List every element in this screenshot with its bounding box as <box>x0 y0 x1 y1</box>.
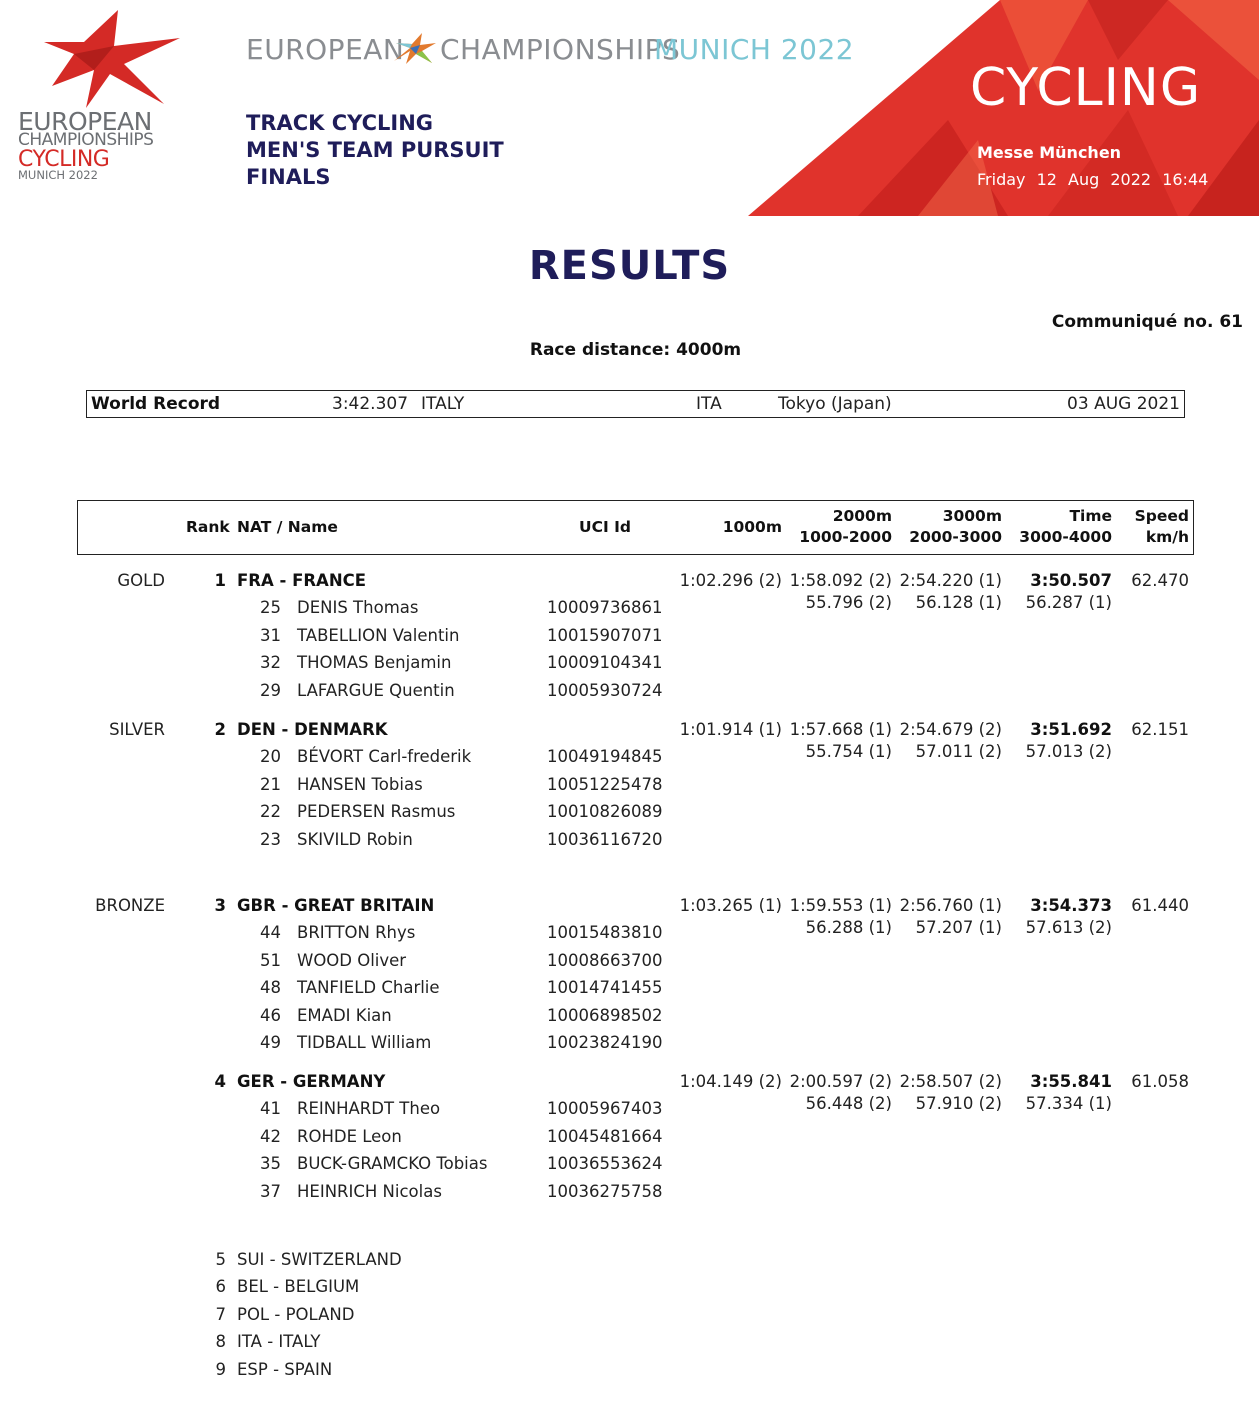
rider-uci: 10009736861 <box>547 598 663 617</box>
split-1000: 1:03.265 (1) <box>679 896 782 915</box>
lap-4000: 56.287 (1) <box>1025 593 1112 612</box>
rider-bib: 46 <box>260 1006 281 1025</box>
team-name: GBR - GREAT BRITAIN <box>237 896 435 915</box>
rider-uci: 10049194845 <box>547 747 663 766</box>
rider-name: LAFARGUE Quentin <box>297 681 455 700</box>
col-2000m-title: 2000m <box>832 507 892 525</box>
rider-bib: 25 <box>260 598 281 617</box>
col-3000m-sub: 2000-3000 <box>909 528 1002 546</box>
rider-name: BÉVORT Carl-frederik <box>297 747 472 766</box>
banner-championships: CHAMPIONSHIPS <box>440 33 681 66</box>
world-record-box <box>86 390 1185 418</box>
rider-bib: 48 <box>260 978 281 997</box>
rider-bib: 44 <box>260 923 281 942</box>
other-team: POL - POLAND <box>237 1305 355 1324</box>
speed: 62.470 <box>1131 571 1189 590</box>
lap-2000: 56.448 (2) <box>805 1094 892 1113</box>
col-2000m-sub: 1000-2000 <box>799 528 892 546</box>
rider-name: TANFIELD Charlie <box>297 978 440 997</box>
other-rank: 9 <box>215 1360 226 1379</box>
final-time: 3:50.507 <box>1030 571 1112 590</box>
team-rank: 2 <box>214 720 226 739</box>
rider-name: BRITTON Rhys <box>297 923 416 942</box>
logo-text-cycling: CYCLING <box>18 147 110 172</box>
split-2000: 1:57.668 (1) <box>789 720 892 739</box>
speed: 61.058 <box>1131 1072 1189 1091</box>
lap-2000: 55.796 (2) <box>805 593 892 612</box>
banner-star-icon <box>392 31 438 65</box>
lap-3000: 56.128 (1) <box>915 593 1002 612</box>
rider-uci: 10005930724 <box>547 681 663 700</box>
team-name: FRA - FRANCE <box>237 571 367 590</box>
rider-uci: 10008663700 <box>547 951 663 970</box>
world-record-label: World Record <box>91 394 221 414</box>
other-rank: 6 <box>215 1277 226 1296</box>
col-speed-title: Speed <box>1134 507 1189 525</box>
rider-name: WOOD Oliver <box>297 951 407 970</box>
rider-bib: 20 <box>260 747 281 766</box>
split-3000: 2:56.760 (1) <box>899 896 1002 915</box>
split-2000: 1:58.092 (2) <box>789 571 892 590</box>
medal: GOLD <box>117 571 165 590</box>
rider-bib: 37 <box>260 1182 281 1201</box>
other-rank: 7 <box>215 1305 226 1324</box>
rider-uci: 10051225478 <box>547 775 663 794</box>
lap-4000: 57.013 (2) <box>1025 742 1112 761</box>
other-team: BEL - BELGIUM <box>237 1277 360 1296</box>
banner-munich: MUNICH 2022 <box>654 33 855 66</box>
event-date: 12 Aug 2022 <box>1036 170 1152 189</box>
lap-3000: 57.910 (2) <box>915 1094 1002 1113</box>
event-line-2: MEN'S TEAM PURSUIT <box>246 138 504 162</box>
rider-name: HEINRICH Nicolas <box>297 1182 442 1201</box>
rider-uci: 10006898502 <box>547 1006 663 1025</box>
championships-star-logo-icon <box>14 8 184 108</box>
logo-text-european: EUROPEAN <box>18 107 152 136</box>
venue: Messe München <box>977 143 1122 162</box>
speed: 61.440 <box>1131 896 1189 915</box>
rider-bib: 29 <box>260 681 281 700</box>
rider-name: TABELLION Valentin <box>297 626 460 645</box>
lap-2000: 55.754 (1) <box>805 742 892 761</box>
rider-bib: 32 <box>260 653 281 672</box>
rider-uci: 10045481664 <box>547 1127 663 1146</box>
col-time-sub: 3000-4000 <box>1019 528 1112 546</box>
banner-european: EUROPEAN <box>246 33 405 66</box>
rider-uci: 10014741455 <box>547 978 663 997</box>
logo-text-munich: MUNICH 2022 <box>18 168 98 182</box>
rider-uci: 10009104341 <box>547 653 663 672</box>
rider-uci: 10005967403 <box>547 1099 663 1118</box>
other-team: ITA - ITALY <box>237 1332 321 1351</box>
rider-uci: 10036553624 <box>547 1154 663 1173</box>
team-rank: 4 <box>214 1072 226 1091</box>
world-record-nat: ITA <box>696 394 722 414</box>
event-datetime <box>977 170 1208 189</box>
col-1000m: 1000m <box>722 518 782 536</box>
col-2000m <box>799 506 892 548</box>
speed: 62.151 <box>1131 720 1189 739</box>
world-record-team: ITALY <box>421 394 465 414</box>
medal: BRONZE <box>95 896 165 915</box>
rider-name: BUCK-GRAMCKO Tobias <box>297 1154 488 1173</box>
rider-bib: 35 <box>260 1154 281 1173</box>
rider-name: TIDBALL William <box>297 1033 432 1052</box>
rider-bib: 22 <box>260 802 281 821</box>
team-rank: 3 <box>214 896 226 915</box>
col-3000m <box>909 506 1002 548</box>
event-time: 16:44 <box>1162 170 1209 189</box>
split-2000: 2:00.597 (2) <box>789 1072 892 1091</box>
rider-name: DENIS Thomas <box>297 598 419 617</box>
rider-bib: 31 <box>260 626 281 645</box>
rider-bib: 49 <box>260 1033 281 1052</box>
lap-3000: 57.011 (2) <box>915 742 1002 761</box>
split-3000: 2:54.220 (1) <box>899 571 1002 590</box>
event-day: Friday <box>977 170 1026 189</box>
final-time: 3:51.692 <box>1030 720 1112 739</box>
rider-bib: 21 <box>260 775 281 794</box>
col-speed-sub: km/h <box>1145 528 1189 546</box>
split-1000: 1:01.914 (1) <box>679 720 782 739</box>
event-title <box>246 110 504 191</box>
rider-bib: 42 <box>260 1127 281 1146</box>
event-line-3: FINALS <box>246 165 331 189</box>
team-rank: 1 <box>214 571 226 590</box>
rider-name: THOMAS Benjamin <box>297 653 452 672</box>
col-speed <box>1135 506 1189 548</box>
race-distance: Race distance: 4000m <box>529 340 742 360</box>
rider-uci: 10010826089 <box>547 802 663 821</box>
lap-4000: 57.334 (1) <box>1025 1094 1112 1113</box>
event-line-1: TRACK CYCLING <box>246 111 434 135</box>
final-time: 3:55.841 <box>1030 1072 1112 1091</box>
rider-name: EMADI Kian <box>297 1006 392 1025</box>
other-rank: 5 <box>215 1250 226 1269</box>
logo-text-championships: CHAMPIONSHIPS <box>18 130 154 150</box>
split-3000: 2:58.507 (2) <box>899 1072 1002 1091</box>
sport-title: CYCLING <box>970 58 1202 118</box>
rider-uci: 10036275758 <box>547 1182 663 1201</box>
world-record-date: 03 AUG 2021 <box>1067 394 1180 414</box>
col-time-title: Time <box>1069 507 1112 525</box>
lap-2000: 56.288 (1) <box>805 918 892 937</box>
team-name: GER - GERMANY <box>237 1072 386 1091</box>
rider-uci: 10015907071 <box>547 626 663 645</box>
rider-uci: 10023824190 <box>547 1033 663 1052</box>
rider-name: HANSEN Tobias <box>297 775 423 794</box>
col-3000m-title: 3000m <box>942 507 1002 525</box>
col-name: NAT / Name <box>237 518 338 536</box>
rider-bib: 51 <box>260 951 281 970</box>
communique-number: Communiqué no. 61 <box>1051 312 1243 332</box>
rider-bib: 41 <box>260 1099 281 1118</box>
final-time: 3:54.373 <box>1030 896 1112 915</box>
medal: SILVER <box>109 720 165 739</box>
col-uci: UCI Id <box>579 518 631 536</box>
rider-name: SKIVILD Robin <box>297 830 413 849</box>
other-team: SUI - SWITZERLAND <box>237 1250 402 1269</box>
lap-4000: 57.613 (2) <box>1025 918 1112 937</box>
col-rank: Rank <box>186 518 230 536</box>
rider-name: PEDERSEN Rasmus <box>297 802 456 821</box>
world-record-time: 3:42.307 <box>332 394 409 414</box>
page-title: RESULTS <box>528 243 731 289</box>
split-3000: 2:54.679 (2) <box>899 720 1002 739</box>
lap-3000: 57.207 (1) <box>915 918 1002 937</box>
rider-uci: 10015483810 <box>547 923 663 942</box>
split-1000: 1:02.296 (2) <box>679 571 782 590</box>
rider-name: REINHARDT Theo <box>297 1099 441 1118</box>
split-2000: 1:59.553 (1) <box>789 896 892 915</box>
col-time <box>1019 506 1112 548</box>
team-name: DEN - DENMARK <box>237 720 388 739</box>
rider-name: ROHDE Leon <box>297 1127 402 1146</box>
split-1000: 1:04.149 (2) <box>679 1072 782 1091</box>
rider-bib: 23 <box>260 830 281 849</box>
world-record-place: Tokyo (Japan) <box>778 394 892 414</box>
rider-uci: 10036116720 <box>547 830 663 849</box>
other-rank: 8 <box>215 1332 226 1351</box>
other-team: ESP - SPAIN <box>237 1360 333 1379</box>
